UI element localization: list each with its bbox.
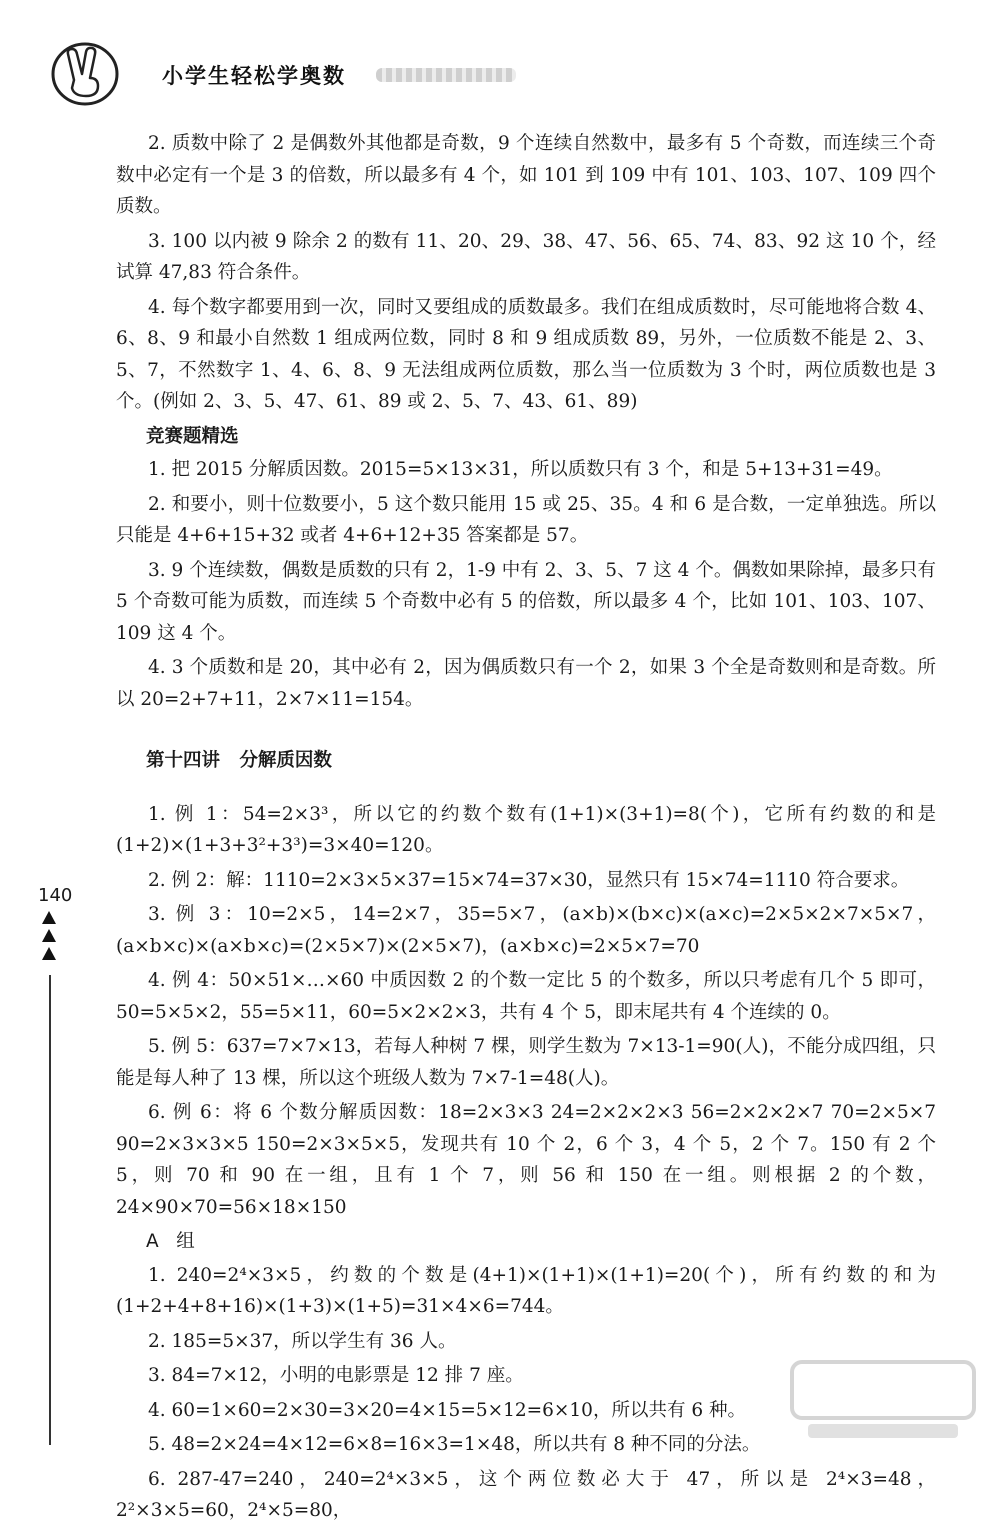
paragraph: 2. 例 2：解：1110=2×3×5×37=15×74=37×30，显然只有 15×74=1110 符合要求。 (148, 869, 910, 891)
paragraph: 5. 48=2×24=4×12=6×8=16×3=1×48，所以共有 8 种不同的分法。 (148, 1434, 761, 1455)
paragraph: 3. 9 个连续数，偶数是质数的只有 2，1-9 中有 2、3、5、7 这 4 个。偶数如果除掉，最多只有 5 个奇数可能为质数，而连续 5 个奇数中必有 5 的倍数，所以最多 4 个，比如 101、103、107、109 这 4 个。 (116, 559, 936, 644)
chapter-title: 第十四讲 分解质因数 (146, 750, 332, 771)
header-title: 小学生轻松学奥数 (162, 64, 346, 88)
paragraph: 2. 质数中除了 2 是偶数外其他都是奇数，9 个连续自然数中，最多有 5 个奇数，而连续三个奇数中必定有一个是 3 的倍数，所以最多有 4 个，如 101 到 109 中有 101、103、107、109 四个质数。 (116, 133, 936, 217)
margin-rule (49, 975, 51, 1445)
paragraph: 1. 例 1：54=2×3³，所以它的约数个数有(1+1)×(3+1)=8(个)，它所有约数的和是(1+2)×(1+3+3²+3³)=3×40=120。 (116, 803, 936, 856)
group-title: A 组 (146, 1231, 195, 1252)
triangle-marker-icon (42, 929, 56, 942)
section-heading: 竞赛题精选 (146, 425, 239, 447)
paragraph: 2. 和要小，则十位数要小，5 这个数只能用 15 或 25、35。4 和 6 是合数，一定单独选。所以只能是 4+6+15+32 或者 4+6+12+35 答案都是 57。 (116, 493, 936, 546)
page-number: 140 (38, 885, 73, 906)
paragraph: 4. 3 个质数和是 20，其中必有 2，因为偶质数只有一个 2，如果 3 个全是奇数则和是奇数。所以 20=2+7+11，2×7×11=154。 (116, 657, 936, 710)
paragraph: 6. 例 6：将 6 个数分解质因数：18=2×3×3 24=2×2×2×3 56=2×2×2×7 70=2×5×7 90=2×3×3×5 150=2×3×5×5，发现共有 10 个 2，6 个 3，4 个 5，2 个 7。150 有 2 个 5，则 70 和 90 在一组，且有 1 个 7，则 56 和 150 在一组。则根据 2 的个数，24×90×70=56×18×150 (116, 1102, 936, 1218)
paragraph: 1. 240=2⁴×3×5，约数的个数是(4+1)×(1+1)×(1+1)=20(个)，所有约数的和为(1+2+4+8+16)×(1+3)×(1+5)=31×4×6=744。 (116, 1264, 936, 1317)
paragraph: 2. 185=5×37，所以学生有 36 人。 (148, 1330, 457, 1352)
paragraph: 3. 例 3：10=2×5，14=2×7，35=5×7，(a×b)×(b×c)×(a×c)=2×5×2×7×5×7，(a×b×c)×(a×b×c)=(2×5×7)×(2×5×7)，(a×b×c)=2×5×7=70 (116, 904, 936, 957)
paragraph: 6. 287-47=240，240=2⁴×3×5，这个两位数必大于 47，所以是 2⁴×3=48，2²×3×5=60，2⁴×5=80， (116, 1468, 936, 1521)
triangle-marker-icon (42, 947, 56, 960)
paragraph: 3. 100 以内被 9 除余 2 的数有 11、20、29、38、47、56、65、74、83、92 这 10 个，经试算 47,83 符合条件。 (116, 230, 936, 283)
paragraph: 4. 例 4：50×51×…×60 中质因数 2 的个数一定比 5 的个数多，所以只考虑有几个 5 即可，50=5×5×2，55=5×11，60=5×2×2×3，共有 4 个 5，即末尾共有 4 个连续的 0。 (116, 970, 936, 1023)
page-header (50, 40, 550, 110)
triangle-marker-icon (42, 911, 56, 924)
header-decoration (376, 68, 516, 82)
paragraph: 4. 60=1×60=2×30=3×20=4×15=5×12=6×10，所以共有 6 种。 (148, 1399, 746, 1421)
watermark-stamp (788, 1358, 978, 1443)
victory-hand-logo-icon (50, 40, 120, 106)
paragraph: 3. 84=7×12，小明的电影票是 12 排 7 座。 (148, 1365, 524, 1386)
paragraph: 5. 例 5：637=7×7×13，若每人种树 7 棵，则学生数为 7×13-1=90(人)，不能分成四组，只能是每人种了 13 棵，所以这个班级人数为 7×7-1=48(人)。 (116, 1036, 936, 1089)
paragraph: 4. 每个数字都要用到一次，同时又要组成的质数最多。我们在组成质数时，尽可能地将合数 4、6、8、9 和最小自然数 1 组成两位数，同时 8 和 9 组成质数 89，另外，一位质数不能是 2、3、5、7，不然数字 1、4、6、8、9 无法组成两位质数，那么当一位质数为 3 个时，两位质数也是 3 个。(例如 2、3、5、47、61、89 或 2、5、7、43、61、89) (116, 296, 936, 412)
page-content (116, 128, 936, 1530)
paragraph: 1. 把 2015 分解质因数。2015=5×13×31，所以质数只有 3 个，和是 5+13+31=49。 (148, 459, 893, 480)
page-sidebar (38, 885, 78, 960)
